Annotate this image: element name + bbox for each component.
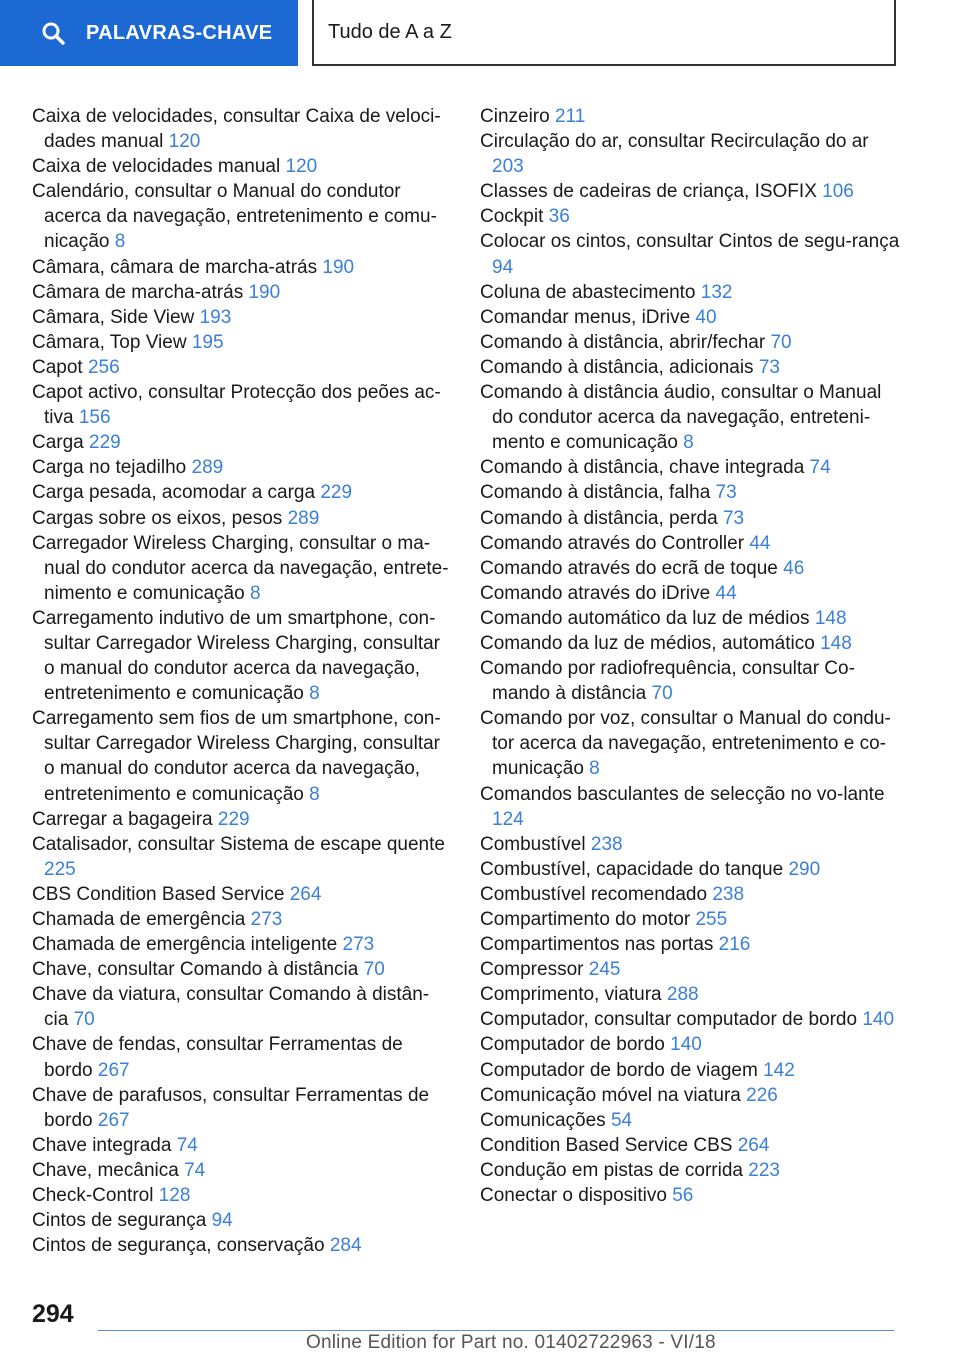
index-entry-text: Comunicação móvel na viatura <box>480 1084 741 1106</box>
page-link[interactable]: 74 <box>184 1159 206 1181</box>
index-entry-text: Combustível recomendado <box>480 883 708 905</box>
edition-text: Online Edition for Part no. 01402722963 - VI/18 <box>306 1332 716 1353</box>
index-entry-text: Comando através do Controller <box>480 532 745 554</box>
index-entry-text: Colocar os cintos, consultar Cintos de segu-rança <box>480 231 900 253</box>
page-link[interactable]: 70 <box>651 683 673 705</box>
index-entry <box>32 1133 452 1158</box>
page-link[interactable]: 148 <box>814 607 847 629</box>
index-entry <box>480 907 900 932</box>
index-entry <box>480 932 900 957</box>
page-link[interactable]: 46 <box>783 557 805 579</box>
page-link[interactable]: 73 <box>758 356 780 378</box>
index-entry-text: Câmara, Top View <box>32 331 187 353</box>
index-entry-text: Circulação do ar, consultar Recirculação do ar <box>480 131 869 153</box>
index-entry-text: Computador de bordo <box>480 1034 665 1056</box>
index-entry <box>480 1058 900 1083</box>
index-entry-text: Câmara, câmara de marcha-atrás <box>32 256 318 278</box>
keywords-button-label: PALAVRAS-CHAVE <box>86 21 273 44</box>
index-entry-text: Comando à distância, abrir/fechar <box>480 331 766 353</box>
page-link[interactable]: 94 <box>211 1210 233 1232</box>
index-entry <box>32 1233 452 1258</box>
index-entry-text: Comando à distância, falha <box>480 482 711 504</box>
index-entry-text: CBS Condition Based Service <box>32 883 285 905</box>
index-entry-text: Comando à distância, chave integrada <box>480 457 805 479</box>
page-link[interactable]: 74 <box>809 457 831 479</box>
index-entry <box>480 1133 900 1158</box>
page-link[interactable]: 245 <box>588 959 621 981</box>
index-entry <box>32 1158 452 1183</box>
index-entry <box>32 531 452 606</box>
index-entry-text: Condução em pistas de corrida <box>480 1159 743 1181</box>
index-entry <box>32 706 452 806</box>
index-entry-text: Compartimentos nas portas <box>480 934 714 956</box>
index-entry-text: Cintos de segurança <box>32 1210 207 1232</box>
index-entry <box>32 179 452 254</box>
index-entry-text: Cargas sobre os eixos, pesos <box>32 507 283 529</box>
index-entry <box>480 1108 900 1133</box>
page-link[interactable]: 273 <box>250 909 283 930</box>
index-entry <box>480 204 900 229</box>
tab-a-to-z-label: Tudo de A a Z <box>328 20 452 43</box>
page-link[interactable]: 8 <box>249 582 261 604</box>
index-entry <box>480 706 900 781</box>
index-entry <box>32 430 452 455</box>
index-entry-text: Capot activo, consultar Protecção dos peões ac-tiva <box>32 382 441 429</box>
page-link[interactable]: 256 <box>87 356 120 378</box>
index-entry <box>32 154 452 179</box>
index-column-left <box>32 104 452 1258</box>
page-link[interactable]: 8 <box>589 758 600 780</box>
page-link[interactable]: 223 <box>748 1159 780 1181</box>
page-link[interactable]: 267 <box>97 1059 130 1081</box>
index-entry <box>480 1007 900 1032</box>
index-entry-text: Chave de parafusos, consultar Ferramentas de bordo <box>32 1084 430 1131</box>
index-entry <box>480 782 900 832</box>
page-link[interactable]: 238 <box>712 883 745 905</box>
page-link[interactable]: 290 <box>788 858 821 880</box>
index-entry <box>480 606 900 631</box>
index-entry-text: Cockpit <box>480 206 544 228</box>
index-entry <box>480 104 900 129</box>
index-entry <box>32 255 452 280</box>
tab-a-to-z[interactable] <box>312 0 896 66</box>
page-link[interactable]: 120 <box>285 156 318 178</box>
index-entry-text: Comando à distância, perda <box>480 507 718 529</box>
index-entry <box>32 882 452 907</box>
page-link[interactable]: 70 <box>770 331 792 353</box>
index-entry-text: Comando através do iDrive <box>480 582 711 604</box>
index-column-right <box>480 104 900 1208</box>
index-entry <box>32 506 452 531</box>
index-entry-text: Capot <box>32 356 83 378</box>
page-link[interactable]: 156 <box>78 407 111 429</box>
index-entry <box>32 280 452 305</box>
index-entry <box>480 355 900 380</box>
page-link[interactable]: 190 <box>248 281 281 303</box>
index-entry-text: Carga <box>32 432 84 454</box>
index-entry <box>480 982 900 1007</box>
index-entry <box>480 656 900 706</box>
index-entry-text: Comandos basculantes de selecção no vo-lante <box>480 783 885 805</box>
index-entry-text: Chave, mecânica <box>32 1159 179 1181</box>
index-entry <box>32 104 452 154</box>
index-entry-text: Classes de cadeiras de criança, ISOFIX <box>480 181 817 203</box>
index-entry-text: Chave integrada <box>32 1134 172 1156</box>
page-link[interactable]: 106 <box>822 181 854 203</box>
index-entry <box>480 330 900 355</box>
index-entry <box>32 907 452 932</box>
index-entry <box>480 832 900 857</box>
page-link[interactable]: 8 <box>114 231 126 253</box>
top-navigation <box>0 0 960 66</box>
index-entry-text: Carregar a bagageira <box>32 808 213 830</box>
index-entry <box>32 982 452 1032</box>
index-entry-text: Chamada de emergência <box>32 909 246 930</box>
index-entry-text: Compressor <box>480 959 584 981</box>
page-link[interactable]: 264 <box>737 1134 770 1156</box>
page-link[interactable]: 148 <box>820 632 852 654</box>
index-entry <box>32 305 452 330</box>
page-link[interactable]: 120 <box>168 131 201 153</box>
page-link[interactable]: 8 <box>309 783 320 805</box>
page-link[interactable]: 216 <box>718 934 751 956</box>
index-entry-text: Comando à distância áudio, consultar o Manual do condutor acerca da navegação, entreteni-mento e comunicação <box>480 382 882 454</box>
index-entry-text: Coluna de abastecimento <box>480 281 696 303</box>
page-link[interactable]: 70 <box>363 959 385 981</box>
page-link[interactable]: 273 <box>342 934 375 956</box>
page-link[interactable]: 225 <box>44 858 76 880</box>
index-entry-text: Chave, consultar Comando à distância <box>32 959 359 981</box>
index-entry <box>32 932 452 957</box>
index-entry <box>480 581 900 606</box>
index-entry-text: Combustível, capacidade do tanque <box>480 858 784 880</box>
index-entry-text: Computador de bordo de viagem <box>480 1059 758 1081</box>
index-entry-text: Caixa de velocidades, consultar Caixa de veloci-dades manual <box>32 106 441 153</box>
index-entry <box>32 480 452 505</box>
page-link[interactable]: 132 <box>700 281 733 303</box>
page-link[interactable]: 284 <box>329 1235 362 1257</box>
page-link[interactable]: 229 <box>320 482 353 504</box>
index-entry-text: Compartimento do motor <box>480 909 691 930</box>
index-entry-text: Comprimento, viatura <box>480 984 662 1006</box>
page-link[interactable]: 44 <box>749 532 771 554</box>
index-entry-text: Chamada de emergência inteligente <box>32 934 338 956</box>
page-link[interactable]: 44 <box>715 582 737 604</box>
page-link[interactable]: 255 <box>695 909 728 930</box>
index-entry <box>480 1158 900 1183</box>
index-entry <box>32 606 452 706</box>
index-entry <box>32 1183 452 1208</box>
page-link[interactable]: 8 <box>683 432 694 454</box>
index-entry-text: Caixa de velocidades manual <box>32 156 281 178</box>
page-link[interactable]: 70 <box>73 1009 95 1031</box>
index-entry-text: Cinzeiro <box>480 106 550 127</box>
page-link[interactable]: 124 <box>492 808 524 830</box>
index-entry <box>32 832 452 882</box>
page-link[interactable]: 190 <box>322 256 355 278</box>
index-entry-text: Computador, consultar computador de bordo <box>480 1009 858 1031</box>
page-link[interactable]: 229 <box>89 432 121 454</box>
page-link[interactable]: 8 <box>309 683 320 705</box>
index-entry <box>480 380 900 455</box>
index-entry-text: Comunicações <box>480 1109 606 1131</box>
page-link[interactable]: 74 <box>176 1134 198 1156</box>
index-entry-text: Carga no tejadilho <box>32 457 187 479</box>
index-entry-text: Combustível <box>480 833 586 855</box>
index-entry-text: Carregamento sem fios de um smartphone, con-sultar Carregador Wireless Charging, consultar o manual do condutor acerca da navegação, entretenimento e comunicação <box>32 708 441 805</box>
index-entry <box>32 380 452 430</box>
index-entry-text: Chave de fendas, consultar Ferramentas de bordo <box>32 1034 403 1081</box>
index-entry <box>480 1032 900 1057</box>
index-entry <box>480 882 900 907</box>
index-entry-text: Câmara, Side View <box>32 306 195 328</box>
index-entry-text: Comando à distância, adicionais <box>480 356 754 378</box>
page-link[interactable]: 226 <box>746 1084 778 1106</box>
index-entry <box>32 1208 452 1233</box>
page-link[interactable]: 229 <box>217 808 250 830</box>
index-entry-text: Calendário, consultar o Manual do condutor acerca da navegação, entretenimento e comu-nicação <box>32 181 437 253</box>
index-entry <box>32 1083 452 1133</box>
index-entry-text: Comando da luz de médios, automático <box>480 632 815 654</box>
page-link[interactable]: 195 <box>191 331 224 353</box>
index-entry <box>480 957 900 982</box>
page-link[interactable]: 73 <box>715 482 737 504</box>
page-link[interactable]: 140 <box>862 1009 895 1031</box>
page-number: 294 <box>32 1300 74 1328</box>
index-entry-text: Carregamento indutivo de um smartphone, con-sultar Carregador Wireless Charging, consultar o manual do condutor acerca da navegação, entretenimento e comunicação <box>32 607 440 705</box>
index-entry <box>32 455 452 480</box>
index-entry-text: Comando automático da luz de médios <box>480 607 810 629</box>
page-link[interactable]: 56 <box>672 1185 694 1207</box>
index-entry <box>480 506 900 531</box>
index-entry-text: Carregador Wireless Charging, consultar o ma-nual do condutor acerca da navegação, entrete-nimento e comunicação <box>32 532 449 604</box>
index-entry <box>480 229 900 279</box>
index-entry-text: Condition Based Service CBS <box>480 1134 733 1156</box>
index-entry-text: Catalisador, consultar Sistema de escape quente <box>32 833 445 855</box>
page-link[interactable]: 238 <box>590 833 623 855</box>
page-link[interactable]: 54 <box>610 1109 633 1131</box>
index-entry-text: Comando por radiofrequência, consultar Co-mando à distância <box>480 658 855 705</box>
index-entry <box>480 455 900 480</box>
page-link[interactable]: 128 <box>158 1185 191 1207</box>
page-link[interactable]: 140 <box>670 1034 702 1056</box>
page-link[interactable]: 264 <box>289 883 322 905</box>
index-entry <box>32 807 452 832</box>
index-entry <box>480 1083 900 1108</box>
index-entry <box>480 1183 900 1208</box>
page-link[interactable]: 94 <box>492 256 514 278</box>
index-entry-text: Cintos de segurança, conservação <box>32 1235 325 1257</box>
index-entry <box>32 1032 452 1082</box>
index-entry <box>480 280 900 305</box>
index-entry-text: Check-Control <box>32 1185 154 1207</box>
index-entry <box>480 857 900 882</box>
search-icon <box>40 20 66 46</box>
index-entry <box>480 129 900 179</box>
index-entry-text: Câmara de marcha-atrás <box>32 281 244 303</box>
index-entry-text: Comando através do ecrã de toque <box>480 557 778 579</box>
index-entry <box>32 957 452 982</box>
page-link[interactable]: 267 <box>97 1109 130 1131</box>
index-entry <box>480 305 900 330</box>
footer-divider <box>98 1330 894 1331</box>
index-entry-text: Conectar o dispositivo <box>480 1185 667 1207</box>
page-link[interactable]: 142 <box>763 1059 795 1081</box>
index-entry <box>480 179 900 204</box>
page-link[interactable]: 289 <box>191 457 224 479</box>
page-link[interactable]: 203 <box>492 156 524 178</box>
page-link[interactable]: 288 <box>666 984 699 1006</box>
index-entry <box>480 556 900 581</box>
index-entry-text: Comando por voz, consultar o Manual do condu-tor acerca da navegação, entretenimento e co-municação <box>480 708 891 780</box>
index-entry <box>480 480 900 505</box>
index-entry-text: Chave da viatura, consultar Comando à distân-cia <box>32 984 430 1031</box>
page-link[interactable]: 211 <box>554 106 586 127</box>
keywords-button[interactable] <box>0 0 298 66</box>
index-entry <box>480 631 900 656</box>
page-link[interactable]: 36 <box>548 206 570 228</box>
index-entry-text: Comandar menus, iDrive <box>480 306 691 328</box>
page-link[interactable]: 193 <box>199 306 232 328</box>
page-link[interactable]: 73 <box>722 507 745 529</box>
page-link[interactable]: 289 <box>287 507 320 529</box>
index-entry-text: Carga pesada, acomodar a carga <box>32 482 316 504</box>
index-entry <box>480 531 900 556</box>
index-entry <box>32 355 452 380</box>
page-link[interactable]: 40 <box>695 306 717 328</box>
index-entry <box>32 330 452 355</box>
